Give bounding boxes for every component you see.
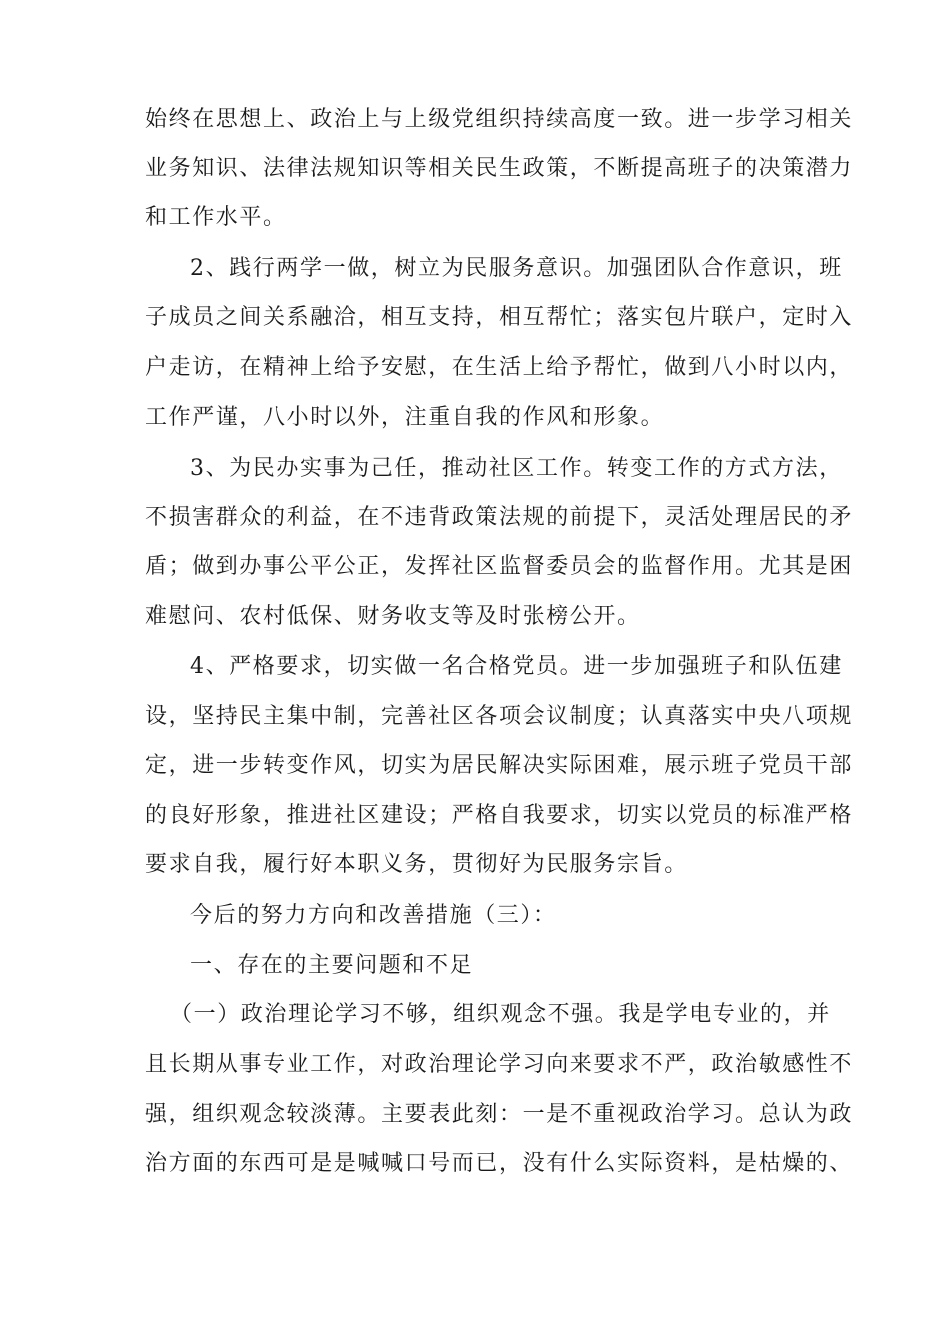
text-line: 子成员之间关系融洽，相互支持，相互帮忙；落实包片联户，定时入 (145, 305, 854, 330)
text-line: 工作严谨，八小时以外，注重自我的作风和形象。 (145, 405, 665, 430)
text-line: 2、践行两学一做，树立为民服务意识。加强团队合作意识，班 (190, 256, 843, 281)
text-line: 不损害群众的利益，在不违背政策法规的前提下，灵活处理居民的矛 (145, 505, 854, 530)
text-line: 设，坚持民主集中制，完善社区各项会议制度；认真落实中央八项规 (145, 704, 854, 729)
text-line: 且长期从事专业工作，对政治理论学习向来要求不严，政治敏感性不 (145, 1052, 854, 1077)
text-line: 业务知识、法律法规知识等相关民生政策，不断提高班子的决策潜力 (145, 156, 854, 181)
section-heading: 一、存在的主要问题和不足 (190, 953, 474, 978)
text-line: 治方面的东西可是是喊喊口号而已，没有什么实际资料，是枯燥的、 (145, 1151, 854, 1176)
text-line: 强，组织观念较淡薄。主要表此刻：一是不重视政治学习。总认为政 (145, 1102, 854, 1127)
text-line: 要求自我，履行好本职义务，贯彻好为民服务宗旨。 (145, 852, 688, 877)
text-line: 3、为民办实事为己任，推动社区工作。转变工作的方式方法， (190, 456, 843, 481)
text-line: 盾；做到办事公平公正，发挥社区监督委员会的监督作用。尤其是困 (145, 554, 854, 579)
text-line: 和工作水平。 (145, 205, 287, 230)
text-line: 的良好形象，推进社区建设；严格自我要求，切实以党员的标准严格 (145, 803, 854, 828)
text-line: 4、严格要求，切实做一名合格党员。进一步加强班子和队伍建 (190, 654, 843, 679)
text-line: （一）政治理论学习不够，组织观念不强。我是学电专业的，并 (170, 1002, 831, 1027)
text-line: 始终在思想上、政治上与上级党组织持续高度一致。进一步学习相关 (145, 107, 854, 132)
text-line: 难慰问、农村低保、财务收支等及时张榜公开。 (145, 604, 641, 629)
section-heading: 今后的努力方向和改善措施（三）： (190, 903, 557, 928)
text-line: 定，进一步转变作风，切实为居民解决实际困难，展示班子党员干部 (145, 753, 854, 778)
text-line: 户走访，在精神上给予安慰，在生活上给予帮忙，做到八小时以内， (145, 355, 854, 380)
